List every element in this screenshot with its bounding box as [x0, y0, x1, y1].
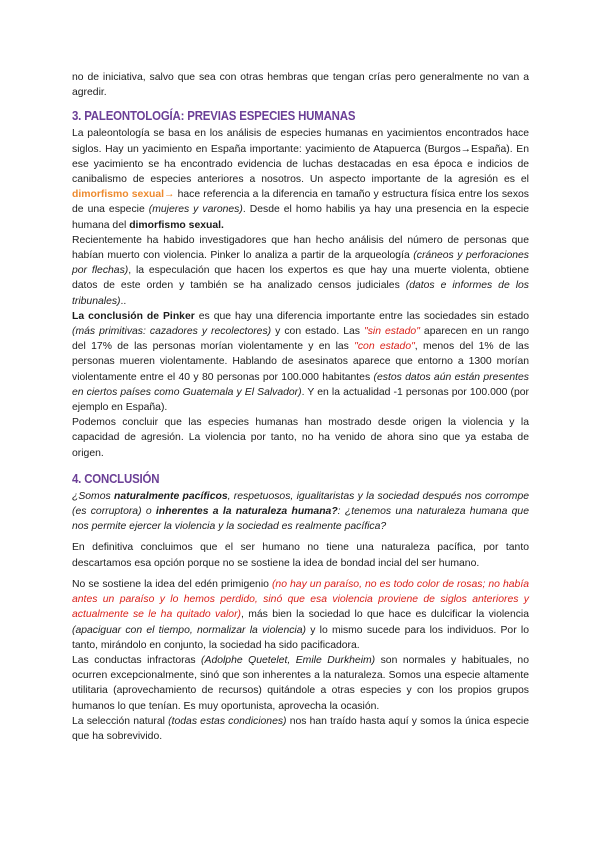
conclusion-question: ¿Somos naturalmente pacíficos, respetuosos, igualitaristas y la sociedad después nos corrompe (es corruptora) o inherentes a la naturaleza humana?: ¿tenemos una naturaleza humana que nos permite ejercer la violencia y la sociedad es realmente pacífica? — [72, 490, 529, 533]
conclusion-paragraph-4: La selección natural (todas estas condiciones) nos han traído hasta aquí y somos la única especie que ha sobrevivido. — [72, 715, 530, 742]
paleontology-summary-paragraph: Podemos concluir que las especies humanas han mostrado desde origen la violencia y la capacidad de agresión. La violencia por tanto, no ha venido de ahora sino que ya estaba de origen. — [72, 417, 529, 459]
conclusion-paragraph-2: No se sostiene la idea del edén primigenio (no hay un paraíso, no es todo color de rosas; no había antes un paraíso y lo hemos perdido, sinó que esa violencia proviene de siglos anteriores y actualmente se le ha quitado valor), más bien la sociedad lo que hace es dulcificar la violencia (apaciguar con el tiempo, normalizar la violencia) y lo mismo sucede para los individuos. Por lo tanto, mirándolo en conjunto, la sociedad ha sido pacificadora. — [72, 578, 530, 651]
conclusion-paragraph-1: En definitiva concluimos que el ser humano no tiene una naturaleza pacífica, por tanto descartamos esa opción porque no se sostiene la idea de bondad incial del ser humano. — [72, 542, 529, 569]
section-3-heading: 3. PALEONTOLOGÍA: PREVIAS ESPECIES HUMANAS — [72, 108, 356, 124]
section-4-heading: 4. CONCLUSIÓN — [72, 470, 160, 486]
paleontology-paragraph-1: La paleontología se basa en los análisis de especies humanas en yacimientos encontrados hace siglos. Hay un yacimiento en España importante: yacimiento de Atapuerca (Burgos→España). En ese yacimiento se ha encontrado evidencia de luchas destacadas en esa época e indicios de canibalismo de especies anteriores a nosotros. Un aspecto importante de la agresión es el dimorfismo sexual→ hace referencia a la diferencia en tamaño y estructura física entre los sexos de una especie (mujeres y varones). Desde el homo habilis ya hay una presencia en la especie humana del dimorfismo sexual. — [72, 128, 530, 231]
paleontology-paragraph-2: Recientemente ha habido investigadores que han hecho análisis del número de personas que habían muerto con violencia. Pinker lo analiza a partir de la arqueología (cráneos y perforaciones por flechas), la especulación que hacen los expertos es que hay una muerte violenta, obtiene datos de este orden y también se ha analizado censos judiciales (datos e informes de los tribunales).. — [72, 234, 529, 307]
dimorfismo-highlight: dimorfismo sexual→ — [72, 189, 175, 201]
document-page — [72, 70, 529, 744]
conclusion-paragraph-3: Las conductas infractoras (Adolphe Quetelet, Emile Durkheim) son normales y habituales, no ocurren excepcionalmente, sinó que son inherentes a la naturaleza. Somos una especie altamente utilitaria (aprovechamiento de recursos) quitándole a otras especies y con los propios grupos humanos lo que tenían. Es muy oportunista, aprovecha la ocasión. — [72, 654, 529, 712]
intro-paragraph: no de iniciativa, salvo que sea con otras hembras que tengan crías pero generalmente no van a agredir. — [72, 72, 529, 99]
pinker-conclusion-paragraph: La conclusión de Pinker es que hay una diferencia importante entre las sociedades sin estado (más primitivas: cazadores y recolectores) y con estado. Las "sin estado" aparecen en un rango del 17% de las personas morían violentamente y en las "con estado", menos del 1% de las personas mueren violentamente. Hablando de asesinatos aparece que entorno a 1300 morían violentamente entre el 40 y 80 personas por 100.000 habitantes (estos datos aún están presentes en ciertos países como Guatemala y El Salvador). Y en la actualidad -1 personas por 100.000 (por ejemplo en España). — [72, 310, 530, 414]
